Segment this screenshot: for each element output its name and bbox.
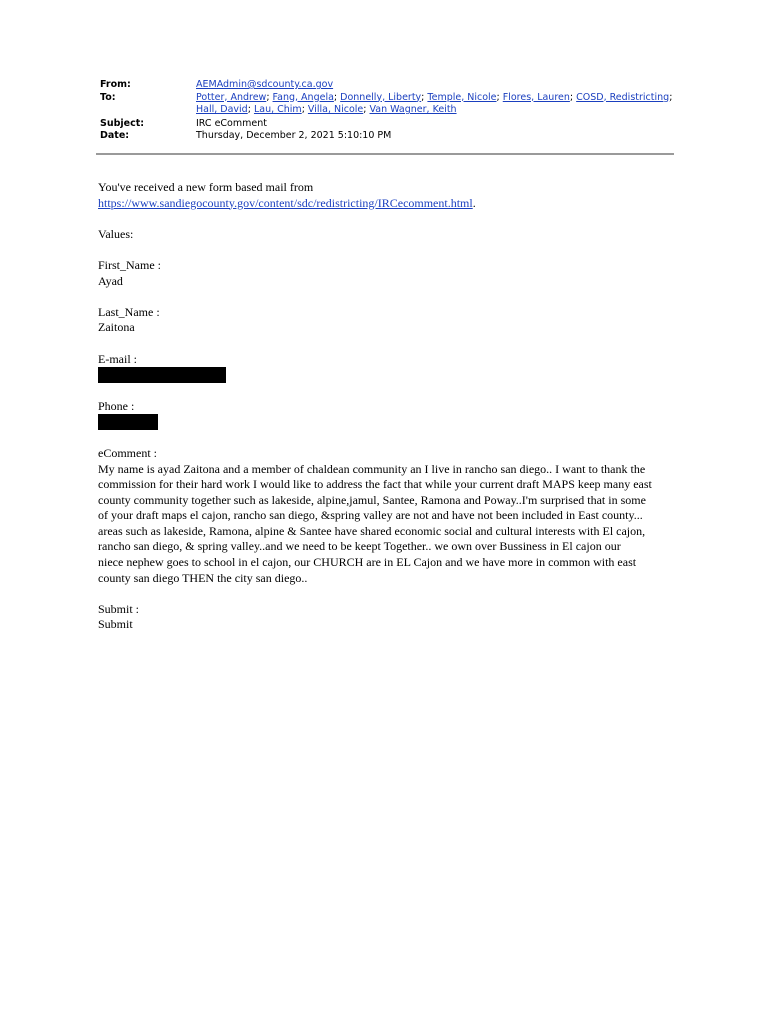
- subject-value: IRC eComment: [196, 117, 267, 129]
- date-value: Thursday, December 2, 2021 5:10:10 PM: [196, 130, 392, 141]
- email-body: [98, 180, 673, 649]
- from-label: From:: [100, 79, 131, 90]
- ecomment-line: areas such as lakeside, Ramona, alpine & Santee have shared economic social and cultural interests with El cajon,: [98, 523, 646, 538]
- recipient-link[interactable]: Lau, Chim: [253, 104, 302, 115]
- ecomment-line: county community together such as lakeside, alpine,jamul, Santee, Ramona and Poway..I'm surprised that in some: [98, 492, 646, 507]
- intro-text: You've received a new form based mail from: [98, 180, 314, 194]
- last-name-value: Zaitona: [98, 320, 135, 335]
- ecomment-line: of your draft maps el cajon, rancho san diego, &spring valley are not and have not been included in East county...: [98, 508, 643, 523]
- form-url-link[interactable]: https://www.sandiegocounty.gov/content/sdc/redistricting/IRCecomment.html: [98, 195, 473, 210]
- recipient-link[interactable]: Flores, Lauren: [502, 91, 570, 103]
- to-label: To:: [100, 91, 116, 103]
- recipient-list: Potter, Andrew; Fang, Angela; Donnelly, Liberty; Temple, Nicole; Flores, Lauren; COSD, Redistricting; Hall, David; Lau, Chim; Villa, Nicole; Van Wagner, Keith: [196, 91, 673, 115]
- values-label: Values:: [98, 226, 134, 241]
- recipient-link[interactable]: Potter, Andrew: [196, 91, 267, 103]
- email-header: [100, 79, 675, 143]
- recipient-link[interactable]: Villa, Nicole: [307, 104, 364, 115]
- intro-paragraph: [98, 180, 673, 211]
- subject-row: [100, 118, 675, 131]
- phone-label: Phone :: [98, 398, 135, 413]
- to-row: [100, 92, 675, 117]
- phone-field: [98, 399, 673, 431]
- ecomment-label: eComment :: [98, 445, 157, 460]
- ecomment-field: [98, 446, 673, 586]
- subject-label: Subject:: [100, 117, 145, 129]
- first-name-field: [98, 258, 673, 289]
- header-divider: [96, 153, 674, 155]
- email-label: E-mail :: [98, 351, 137, 366]
- first-name-value: Ayad: [98, 273, 123, 288]
- submit-label: Submit :: [98, 601, 140, 616]
- last-name-field: [98, 305, 673, 336]
- recipient-link[interactable]: Donnelly, Liberty: [340, 91, 422, 103]
- date-row: [100, 130, 675, 143]
- submit-value: Submit: [98, 617, 133, 632]
- recipient-link[interactable]: COSD, Redistricting: [576, 91, 670, 103]
- date-label: Date:: [100, 130, 130, 141]
- redacted-email: [98, 367, 226, 383]
- redacted-phone: [98, 414, 158, 430]
- from-address-link[interactable]: AEMAdmin@sdcounty.ca.gov: [196, 79, 334, 90]
- first-name-label: First_Name :: [98, 257, 161, 272]
- recipient-link[interactable]: Hall, David: [196, 104, 248, 115]
- ecomment-line: niece nephew goes to school in el cajon, our CHURCH are in EL Cajon and we have more in common with east: [98, 555, 637, 570]
- ecomment-line: commission for their hard work I would like to address the fact that while your current draft MAPS keep many east: [98, 477, 652, 492]
- submit-field: [98, 602, 673, 633]
- email-field: [98, 352, 673, 384]
- ecomment-line: rancho san diego, & spring valley..and we need to be keept Together.. we own over Bussiness in El cajon our: [98, 539, 621, 554]
- last-name-label: Last_Name :: [98, 304, 160, 319]
- recipient-link[interactable]: Temple, Nicole: [427, 91, 497, 103]
- ecomment-line: My name is ayad Zaitona and a member of chaldean community an I live in rancho san diego.. I want to thank the: [98, 461, 646, 476]
- recipient-link[interactable]: Van Wagner, Keith: [369, 104, 457, 115]
- from-row: [100, 79, 675, 92]
- ecomment-line: county san diego THEN the city san diego..: [98, 570, 308, 585]
- intro-end: .: [472, 195, 476, 210]
- recipient-link[interactable]: Fang, Angela: [272, 91, 334, 103]
